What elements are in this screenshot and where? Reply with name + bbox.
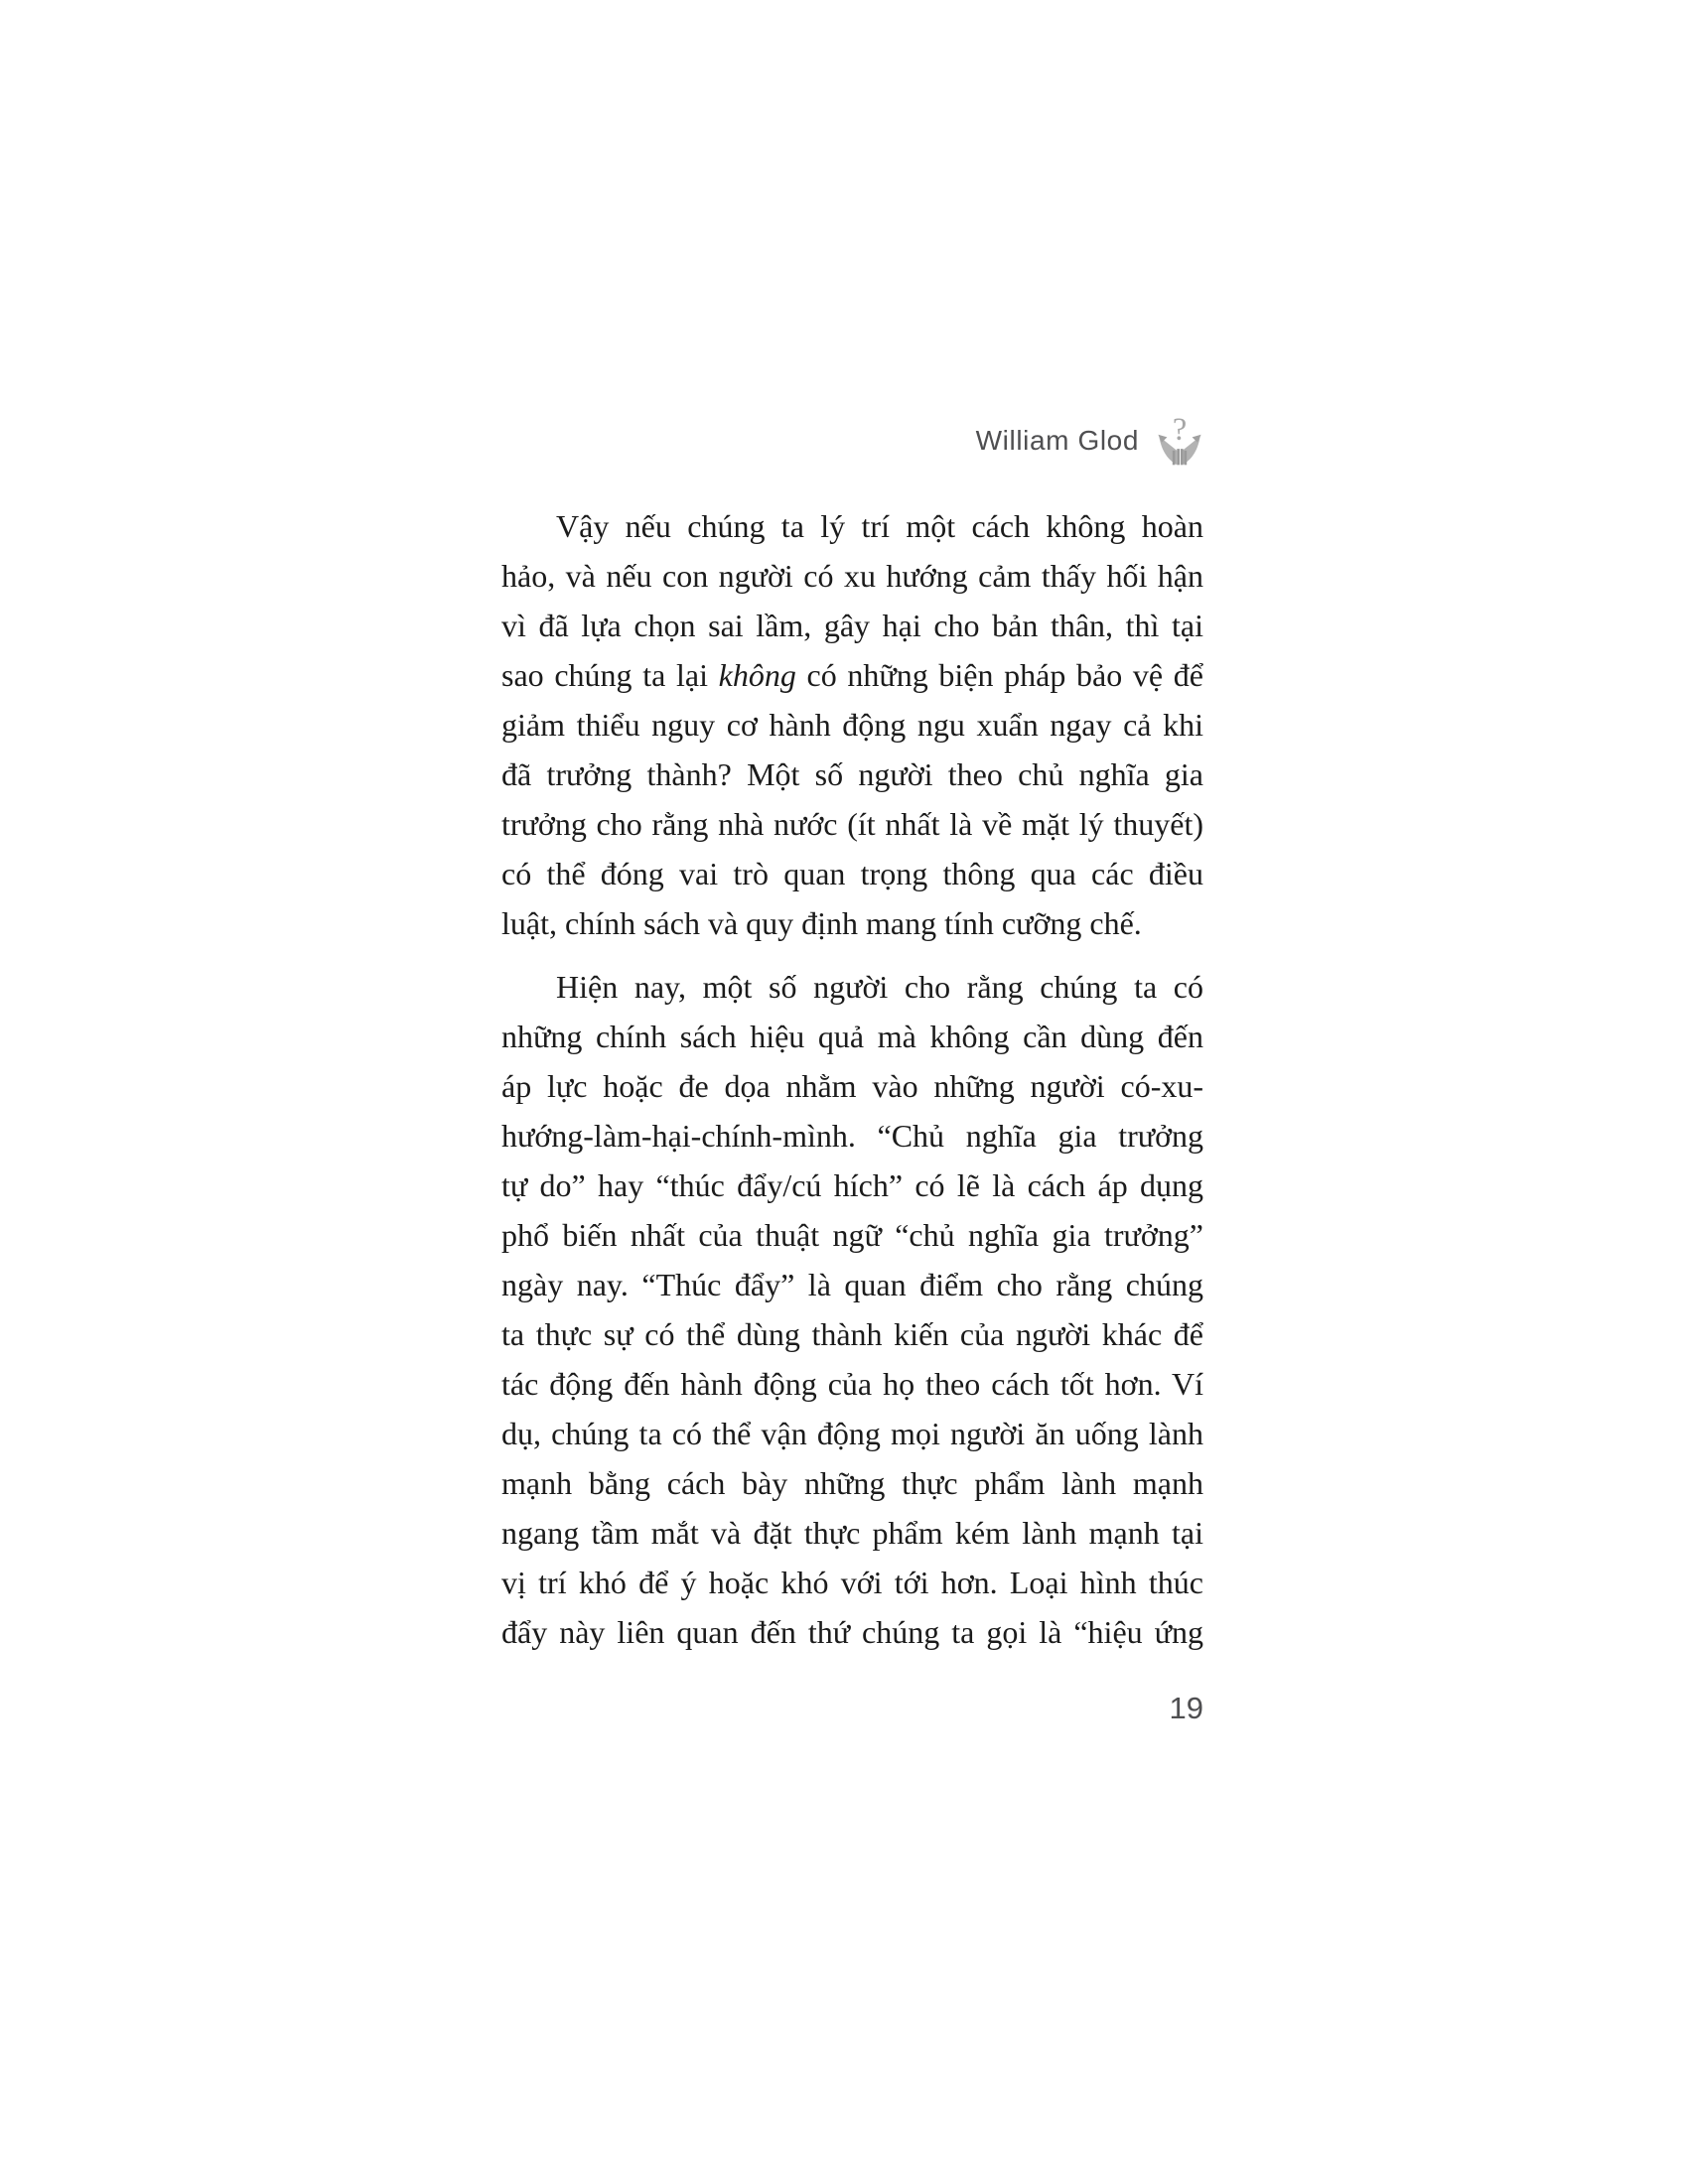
text-line: sao chúng ta lại không có những biện pháp bảo vệ để: [501, 657, 1204, 693]
text-line: vị trí khó để ý hoặc khó với tới hơn. Loại hình thúc: [501, 1565, 1203, 1600]
svg-text:?: ?: [1172, 413, 1188, 449]
paragraph: [501, 962, 1203, 1657]
text-line: áp lực hoặc đe dọa nhằm vào những người có-xu-: [501, 1068, 1203, 1104]
body-text: [501, 501, 1203, 1657]
author-name: William Glod: [975, 425, 1139, 456]
text-line: tác động đến hành động của họ theo cách tốt hơn. Ví: [501, 1366, 1203, 1402]
text-line: giảm thiểu nguy cơ hành động ngu xuẩn ngay cả khi: [501, 707, 1203, 743]
text-line: vì đã lựa chọn sai lầm, gây hại cho bản thân, thì tại: [501, 608, 1203, 643]
text-line: đã trưởng thành? Một số người theo chủ nghĩa gia: [501, 756, 1203, 792]
paragraph: [501, 501, 1203, 948]
text-line: dụ, chúng ta có thể vận động mọi người ăn uống lành: [501, 1416, 1203, 1451]
text-line: đẩy này liên quan đến thứ chúng ta gọi là “hiệu ứng: [501, 1614, 1203, 1650]
text-line: Hiện nay, một số người cho rằng chúng ta có: [556, 969, 1203, 1005]
text-line: tự do” hay “thúc đẩy/cú hích” có lẽ là cách áp dụng: [501, 1167, 1203, 1203]
text-line: ngày nay. “Thúc đẩy” là quan điểm cho rằng chúng: [501, 1267, 1203, 1302]
page-header: [501, 413, 1206, 469]
text-line: phổ biến nhất của thuật ngữ “chủ nghĩa gia trưởng”: [501, 1217, 1203, 1253]
text-line: ta thực sự có thể dùng thành kiến của người khác để: [501, 1316, 1203, 1352]
text-line: ngang tầm mắt và đặt thực phẩm kém lành mạnh tại: [501, 1515, 1203, 1551]
publisher-logo-icon: [1153, 413, 1206, 469]
text-line: trưởng cho rằng nhà nước (ít nhất là về mặt lý thuyết): [501, 806, 1203, 842]
text-line: có thể đóng vai trò quan trọng thông qua các điều: [501, 856, 1203, 891]
text-line: luật, chính sách và quy định mang tính cưỡng chế.: [501, 905, 1142, 941]
text-line: hướng-làm-hại-chính-mình. “Chủ nghĩa gia trưởng: [501, 1118, 1203, 1154]
text-line: mạnh bằng cách bày những thực phẩm lành mạnh: [501, 1465, 1203, 1501]
text-line: Vậy nếu chúng ta lý trí một cách không hoàn: [556, 508, 1203, 544]
page-number: 19: [1169, 1691, 1203, 1725]
text-line: hảo, và nếu con người có xu hướng cảm thấy hối hận: [501, 558, 1203, 594]
text-line: những chính sách hiệu quả mà không cần dùng đến: [501, 1019, 1203, 1054]
